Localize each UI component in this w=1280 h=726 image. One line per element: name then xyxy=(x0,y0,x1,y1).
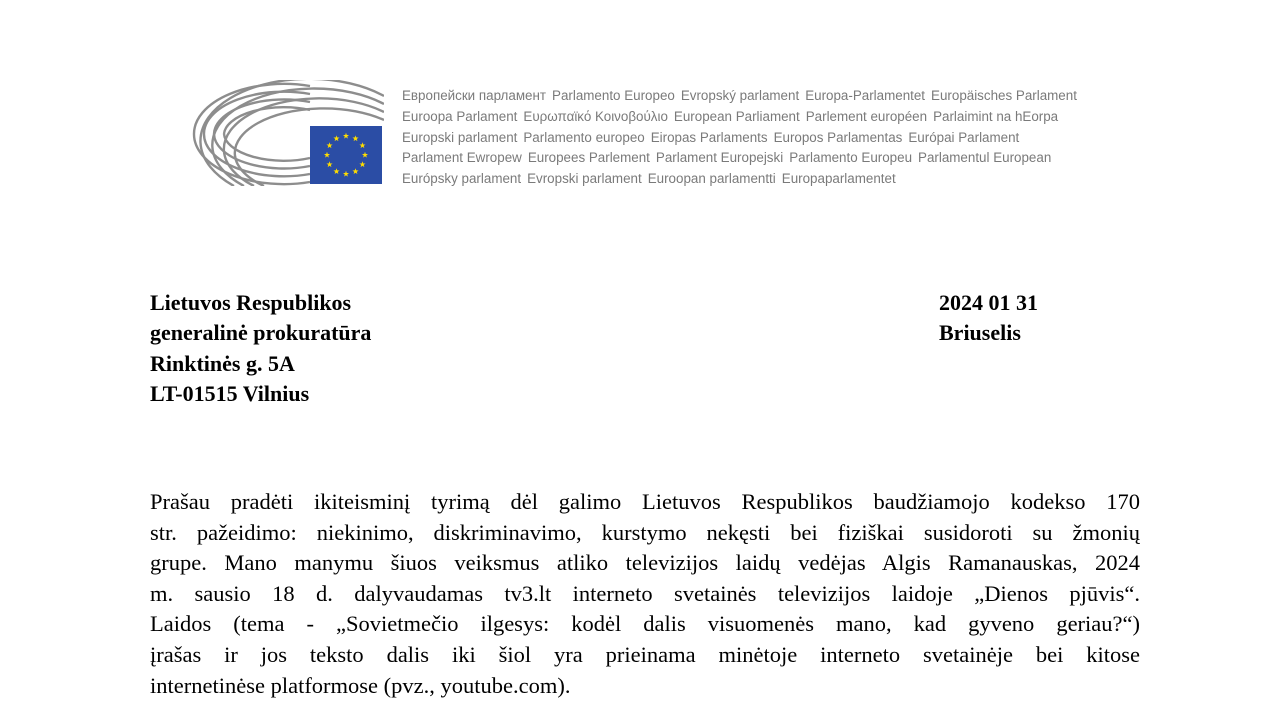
parliament-name: Europaparlamentet xyxy=(781,171,896,187)
names-row xyxy=(402,128,1162,149)
parliament-name: Ευρωπαϊκό Κοινοβούλιο xyxy=(523,108,668,124)
body-line: str. pažeidimo: niekinimo, diskriminavimo, kurstymo nekęsti bei fiziškai susidoroti su žmonių xyxy=(150,519,1140,545)
names-row xyxy=(402,148,1162,169)
recipient-address xyxy=(150,288,371,409)
parliament-name: Europa-Parlamentet xyxy=(805,88,926,103)
recipient-line: LT-01515 Vilnius xyxy=(150,380,310,406)
recipient-line: generalinė prokuratūra xyxy=(150,320,372,346)
parliament-name: Europees Parlement xyxy=(527,150,650,166)
parliament-name: Parlement européen xyxy=(805,108,928,124)
recipient-line: Rinktinės g. 5A xyxy=(150,350,295,376)
body-line: grupe. Mano manymu šiuos veiksmus atliko televizijos laidų vedėjas Algis Ramanauskas, 2024 xyxy=(150,550,1140,576)
names-row xyxy=(402,107,1162,128)
parliament-name: Parlamento europeo xyxy=(523,129,645,145)
parliament-name: Europäisches Parlament xyxy=(931,88,1077,103)
parliament-name: Európai Parlament xyxy=(908,129,1020,145)
body-line: įrašas ir jos teksto dalis iki šiol yra prieinama minėtoje interneto svetainėje bei kitose xyxy=(150,641,1140,667)
body-line: Laidos (tema - „Sovietmečio ilgesys: kodėl dalis visuomenės mano, kad gyveno geriau?“) xyxy=(150,611,1140,637)
hemicycle-icon xyxy=(192,80,384,186)
parliament-name: Parlament Ewropew xyxy=(402,150,522,166)
parliament-name: Parlament Europejski xyxy=(655,150,784,166)
parliament-name: Európsky parlament xyxy=(402,171,522,187)
parliament-name: Europos Parlamentas xyxy=(773,129,903,145)
parliament-name: Europski parlament xyxy=(402,129,518,145)
parliament-name: European Parliament xyxy=(673,108,800,124)
body-line: m. sausio 18 d. dalyvaudamas tv3.lt interneto svetainės televizijos laidoje „Dienos pjūvis“. xyxy=(150,580,1140,606)
parliament-name: Европейски парламент xyxy=(402,88,547,103)
parliament-name: Euroopan parlamentti xyxy=(647,171,776,187)
parliament-name: Eiropas Parlaments xyxy=(650,129,768,145)
parliament-names-block xyxy=(402,86,1162,190)
recipient-line: Lietuvos Respublikos xyxy=(150,290,352,315)
parliament-name: Parlamento Europeu xyxy=(789,150,913,166)
letter-date: 2024 01 31 xyxy=(939,290,1038,315)
parliament-name: Evropský parlament xyxy=(680,88,800,103)
parliament-name: Parlaimint na hEorpa xyxy=(933,108,1059,124)
names-row xyxy=(402,169,1162,190)
body-line: Prašau pradėti ikiteisminį tyrimą dėl galimo Lietuvos Respublikos baudžiamojo kodekso 170 xyxy=(150,489,1140,514)
letter-body xyxy=(150,487,1140,701)
parliament-name: Parlamentul European xyxy=(918,150,1052,166)
parliament-name: Parlamento Europeo xyxy=(552,88,675,103)
dateline xyxy=(939,288,1038,349)
parliament-name: Evropski parlament xyxy=(527,171,642,187)
european-parliament-logo xyxy=(192,80,384,186)
parliament-name: Euroopa Parlament xyxy=(402,108,518,124)
body-line: internetinėse platformose (pvz., youtube.com). xyxy=(150,672,571,698)
names-row xyxy=(402,86,1162,107)
letter-place: Briuselis xyxy=(939,320,1021,346)
